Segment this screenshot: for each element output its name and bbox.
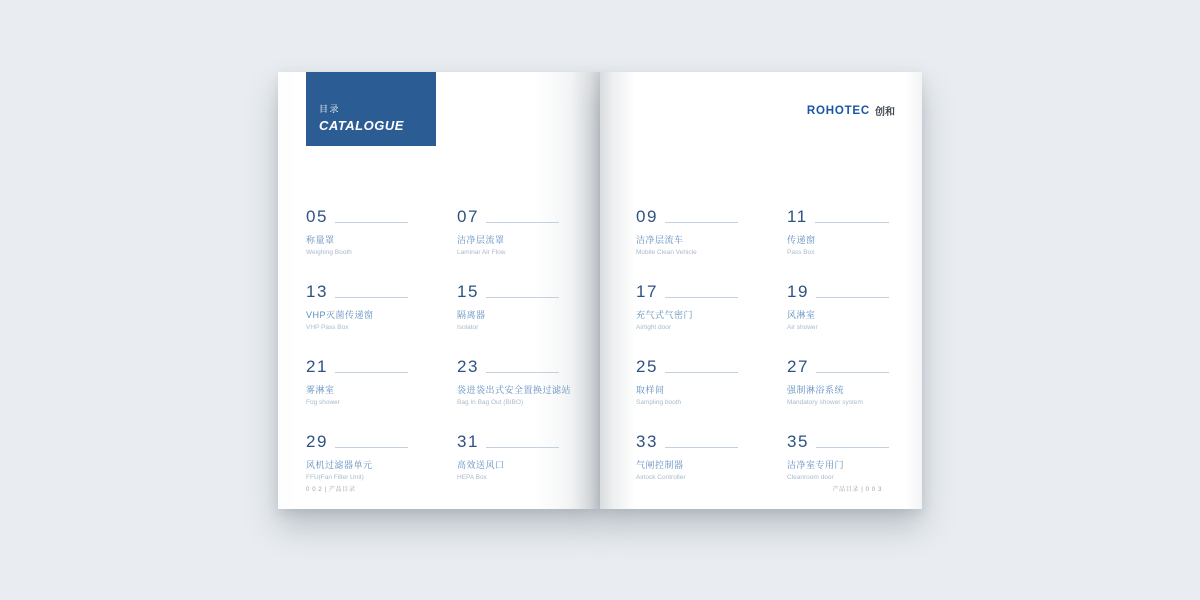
entry-title-cn: 洁净层流车: [636, 235, 684, 245]
catalogue-page-left: [278, 72, 600, 509]
entry-title-en: HEPA Box: [457, 474, 487, 481]
entry-divider-line: [815, 222, 889, 223]
entry-divider-line: [665, 222, 738, 223]
header-title-cn: 目录: [319, 104, 341, 114]
toc-entry-head: [457, 281, 559, 300]
toc-entry: [457, 281, 559, 331]
entry-divider-line: [335, 372, 408, 373]
toc-entry-head: [787, 356, 889, 375]
entry-page-number: 35: [787, 432, 809, 451]
entry-page-number: 33: [636, 432, 658, 451]
entry-page-number: 23: [457, 357, 479, 376]
entry-title-en: Sampling booth: [636, 399, 682, 406]
toc-entry-head: [457, 206, 559, 225]
entry-title-en: Laminar Air Flow: [457, 249, 506, 256]
entry-page-number: 17: [636, 282, 658, 301]
entry-divider-line: [665, 297, 738, 298]
toc-entry: [457, 356, 572, 406]
entry-divider-line: [486, 447, 559, 448]
toc-entry: [787, 431, 889, 481]
entry-page-number: 07: [457, 207, 479, 226]
entry-divider-line: [816, 372, 889, 373]
entry-divider-line: [665, 372, 738, 373]
toc-entry-head: [787, 206, 889, 225]
entry-title-en: Cleanroom door: [787, 474, 834, 481]
toc-entry: [636, 356, 738, 406]
entry-divider-line: [816, 297, 889, 298]
toc-entry-head: [306, 356, 408, 375]
entry-title-cn: 洁净室专用门: [787, 460, 845, 470]
entry-page-number: 29: [306, 432, 328, 451]
entry-title-cn: 风机过滤器单元: [306, 460, 373, 470]
entry-title-en: VHP Pass Box: [306, 324, 349, 331]
catalogue-header-block: [306, 72, 436, 146]
entry-title-cn: VHP灭菌传递窗: [306, 310, 374, 320]
toc-entry-head: [306, 206, 408, 225]
toc-entry: [306, 206, 408, 256]
entry-divider-line: [486, 372, 559, 373]
toc-entry: [457, 431, 559, 481]
toc-entry: [306, 281, 408, 331]
header-title-en: CATALOGUE: [319, 118, 404, 133]
catalogue-page-right: [600, 72, 922, 509]
entry-page-number: 05: [306, 207, 328, 226]
entry-title-en: Air shower: [787, 324, 818, 331]
entry-title-cn: 袋进袋出式安全置换过滤站: [457, 385, 572, 395]
entry-title-en: Fog shower: [306, 399, 340, 406]
entry-title-en: Isolator: [457, 324, 479, 331]
brand-logo-cn: 创和: [875, 107, 895, 118]
entry-page-number: 19: [787, 282, 809, 301]
toc-entry: [787, 356, 889, 406]
toc-entry: [636, 431, 738, 481]
entry-title-cn: 雾淋室: [306, 385, 335, 395]
entry-page-number: 27: [787, 357, 809, 376]
entry-title-en: Bag In Bag Out (BIBO): [457, 399, 524, 406]
entry-title-en: Mandatory shower system: [787, 399, 863, 406]
toc-entry: [636, 281, 738, 331]
toc-grid-left: [306, 206, 572, 481]
entry-divider-line: [816, 447, 889, 448]
entry-page-number: 13: [306, 282, 328, 301]
brand-logo: [807, 103, 895, 118]
toc-grid-right: [636, 206, 889, 481]
entry-title-en: Mobile Clean Vehicle: [636, 249, 697, 256]
entry-divider-line: [486, 222, 559, 223]
page-footer-left: 0 0 2 | 产品目录: [306, 487, 356, 493]
entry-title-en: FFU(Fan Filter Unit): [306, 474, 364, 481]
entry-title-cn: 传递窗: [787, 235, 816, 245]
entry-page-number: 11: [787, 207, 808, 226]
entry-title-cn: 称量罩: [306, 235, 335, 245]
entry-divider-line: [335, 447, 408, 448]
toc-entry: [636, 206, 738, 256]
toc-entry: [787, 281, 889, 331]
entry-title-cn: 洁净层流罩: [457, 235, 505, 245]
toc-entry-head: [787, 281, 889, 300]
toc-entry-head: [636, 281, 738, 300]
entry-page-number: 21: [306, 357, 328, 376]
entry-title-en: Pass Box: [787, 249, 815, 256]
toc-entry-head: [457, 356, 559, 375]
toc-entry: [306, 356, 408, 406]
entry-page-number: 25: [636, 357, 658, 376]
entry-title-cn: 隔离器: [457, 310, 486, 320]
entry-title-en: Airlock Controller: [636, 474, 686, 481]
toc-entry-head: [636, 431, 738, 450]
entry-page-number: 31: [457, 432, 479, 451]
entry-title-en: Airtight door: [636, 324, 672, 331]
brand-logo-wordmark: ROHOTEC: [806, 104, 870, 117]
toc-entry-head: [636, 356, 738, 375]
toc-entry: [457, 206, 559, 256]
entry-title-cn: 取样间: [636, 385, 665, 395]
toc-entry-head: [787, 431, 889, 450]
entry-title-en: Weighing Booth: [306, 249, 352, 256]
entry-page-number: 15: [457, 282, 479, 301]
entry-title-cn: 充气式气密门: [636, 310, 694, 320]
entry-divider-line: [665, 447, 738, 448]
toc-entry: [306, 431, 408, 481]
entry-divider-line: [486, 297, 559, 298]
toc-entry-head: [306, 431, 408, 450]
toc-entry-head: [457, 431, 559, 450]
page-footer-right: 产品目录 | 0 0 3: [832, 487, 882, 493]
entry-divider-line: [335, 297, 408, 298]
toc-entry-head: [306, 281, 408, 300]
entry-title-cn: 气闸控制器: [636, 460, 684, 470]
entry-title-cn: 高效送风口: [457, 460, 505, 470]
toc-entry: [787, 206, 889, 256]
toc-entry-head: [636, 206, 738, 225]
entry-title-cn: 风淋室: [787, 310, 816, 320]
entry-divider-line: [335, 222, 408, 223]
entry-page-number: 09: [636, 207, 658, 226]
entry-title-cn: 强制淋浴系统: [787, 385, 845, 395]
